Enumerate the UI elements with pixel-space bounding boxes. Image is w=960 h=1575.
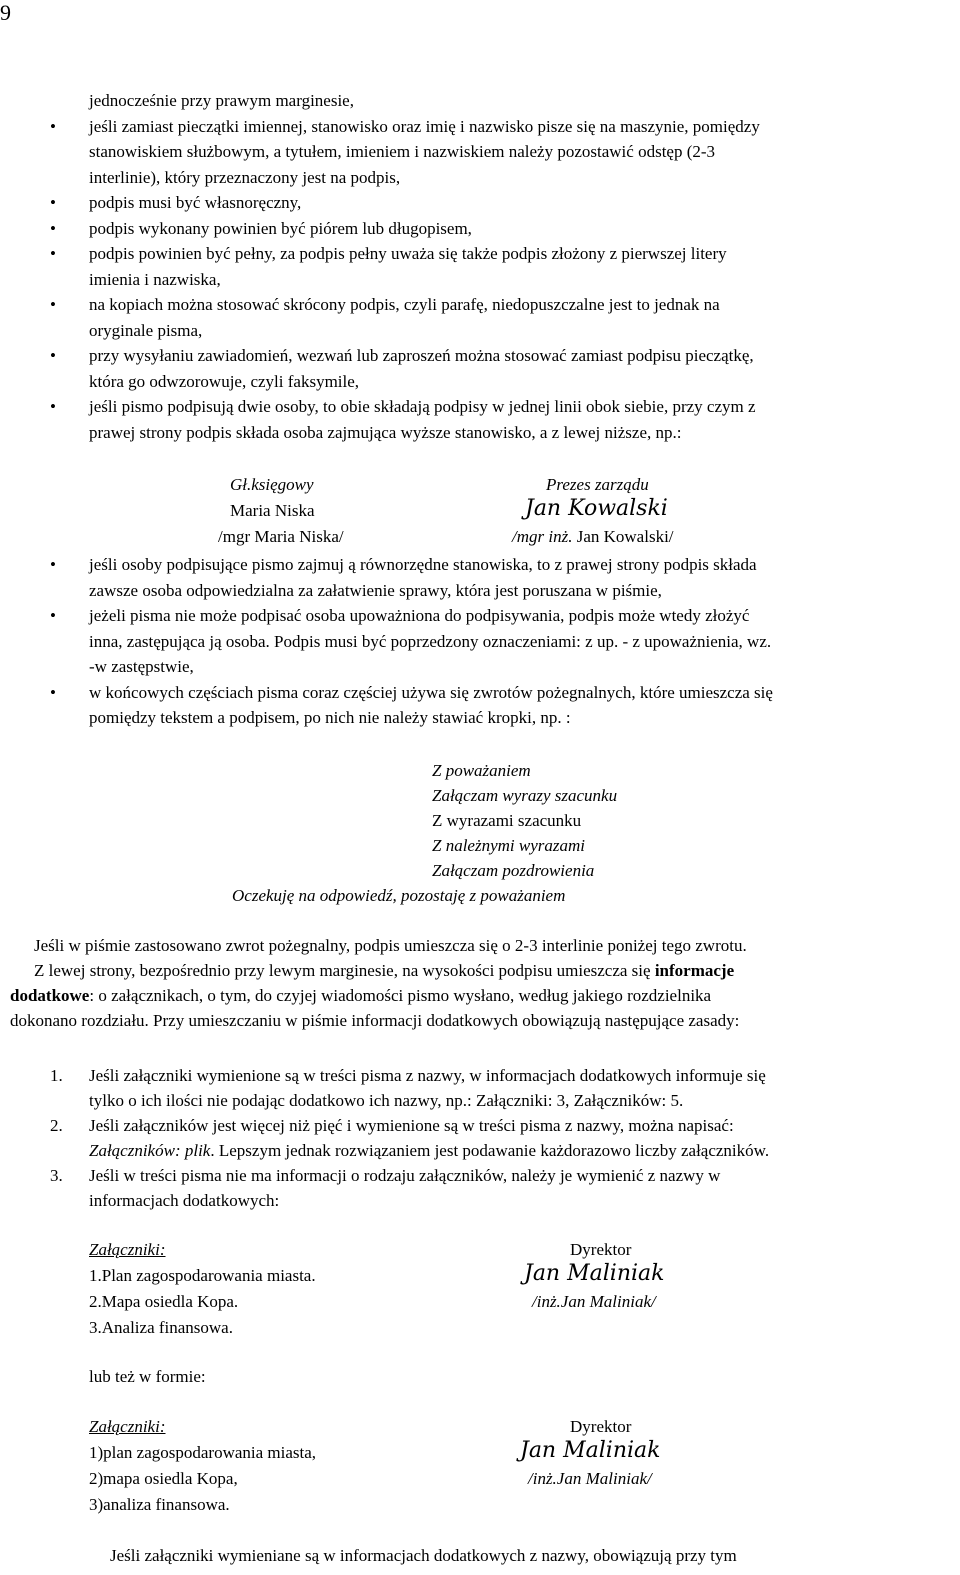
top-bullet-item-7-line-2: która go odwzorowuje, czyli faksymile,: [89, 371, 360, 391]
top-bullet-item-7-line-1: przy wysyłaniu zawiadomień, wezwań lub zaproszeń można stosować zamiast podpisu pieczątkę,: [89, 346, 754, 365]
bullet-icon: •: [50, 218, 56, 238]
paragraph-line-1: Jeśli w piśmie zastosowano zwrot pożegnalny, podpis umieszcza się o 2-3 interlinie poniżej tego zwrotu.: [34, 936, 747, 955]
attachment-1-item-3: 3.Analiza finansowa.: [89, 1318, 233, 1337]
bullet-icon: •: [50, 397, 56, 416]
closing-3: Z wyrazami szacunku: [432, 811, 582, 830]
page-number: 9: [0, 0, 11, 25]
top-bullet-item-6-line-2: oryginale pisma,: [89, 320, 203, 340]
top-bullet-item-2-line-1: jeśli zamiast pieczątki imiennej, stanowisko oraz imię i nazwisko pisze się na maszynie, pomiędzy: [89, 116, 760, 136]
closing-5: Załączam pozdrowienia: [432, 861, 595, 880]
middle-bullet-item-1-line-1: jeśli osoby podpisujące pismo zajmuj ą równorzędne stanowiska, to z prawej strony podpis składa: [89, 555, 757, 574]
numbered-item-2-line-1: Jeśli załączników jest więcej niż pięć i wymienione są w treści pisma z nazwy, można napisać:: [89, 1116, 734, 1135]
numbered-item-3-line-1: Jeśli w treści pisma nie ma informacji o rodzaju załączników, należy je wymienić z nazwy w: [89, 1166, 721, 1185]
bullet-icon: •: [50, 346, 56, 365]
bullet-icon: •: [50, 555, 56, 574]
attachment-2-item-3: 3)analiza finansowa.: [89, 1495, 230, 1514]
closing-6: Oczekuję na odpowiedź, pozostaję z poważaniem: [232, 886, 566, 905]
middle-bullet-item-2-line-2: inna, zastępująca ją osoba. Podpis musi być poprzedzony oznaczeniami: z up. - z upoważnienia, wz.: [89, 631, 772, 651]
closing-2: Załączam wyrazy szacunku: [432, 786, 618, 805]
top-bullet-item-5-line-1: podpis powinien być pełny, za podpis pełny uważa się także podpis złożony z pierwszej litery: [89, 244, 727, 263]
attachments-heading-1: Załączniki:: [89, 1240, 166, 1259]
signer-title-1: Dyrektor: [570, 1240, 632, 1259]
top-bullet-item-6-line-1: na kopiach można stosować skrócony podpis, czyli parafę, niedopuszczalne jest to jednak na: [89, 295, 720, 314]
closing-4: Z należnymi wyrazami: [432, 836, 585, 855]
left-signer-printed-name: /mgr Maria Niska/: [218, 527, 344, 546]
bullet-icon: •: [50, 116, 56, 136]
left-signer-name: Maria Niska: [230, 501, 315, 520]
bullet-icon: •: [50, 193, 56, 212]
attachment-2-item-2: 2)mapa osiedla Kopa,: [89, 1469, 238, 1488]
numbered-item-1-line-2: tylko o ich ilości nie podając dodatkowo ich nazwy, np.: Załączniki: 3, Załączników: 5.: [89, 1091, 684, 1110]
numbered-item-3-number: 3.: [50, 1166, 63, 1185]
numbered-item-1-line-1: Jeśli załączniki wymienione są w treści pisma z nazwy, w informacjach dodatkowych informuje się: [89, 1066, 766, 1085]
signer-printed-2: /inż.Jan Maliniak/: [528, 1469, 652, 1488]
middle-bullet-item-2-line-3: -w zastępstwie,: [89, 657, 194, 676]
alt-intro: lub też w formie:: [89, 1367, 206, 1386]
bullet-icon: •: [50, 295, 56, 314]
top-bullet-item-5-line-2: imienia i nazwiska,: [89, 269, 221, 289]
middle-bullet-item-3-line-1: w końcowych częściach pisma coraz częściej używa się zwrotów pożegnalnych, które umieszcza się: [89, 682, 773, 702]
left-signer-title: Gł.księgowy: [230, 475, 314, 494]
top-bullet-item-8-line-1: jeśli pismo podpisują dwie osoby, to obie składają podpisy w jednej linii obok siebie, przy czym z: [89, 397, 756, 416]
numbered-item-2-number: 2.: [50, 1116, 63, 1135]
numbered-item-1-number: 1.: [50, 1066, 63, 1085]
attachments-heading-2: Załączniki:: [89, 1417, 166, 1436]
numbered-item-3-line-2: informacjach dodatkowych:: [89, 1191, 280, 1210]
footer-line: Jeśli załączniki wymieniane są w informacjach dodatkowych z nazwy, obowiązują przy tym: [110, 1546, 737, 1565]
right-signature: Jan Kowalski: [525, 496, 668, 521]
top-bullet-item-4-line-1: podpis wykonany powinien być piórem lub długopisem,: [89, 218, 472, 238]
attachment-2-item-1: 1)plan zagospodarowania miasta,: [89, 1443, 317, 1462]
top-bullet-item-8-line-2: prawej strony podpis składa osoba zajmująca wyższe stanowisko, a z lewej niższe, np.:: [89, 422, 682, 442]
bullet-icon: •: [50, 606, 56, 625]
numbered-item-2-line-2: Załączników: plik. Lepszym jednak rozwiązaniem jest podawanie każdorazowo liczby załączników.: [89, 1141, 770, 1160]
right-signer-title: Prezes zarządu: [546, 475, 649, 494]
paragraph-line-2: Z lewej strony, bezpośrednio przy lewym marginesie, na wysokości podpisu umieszcza się informacje: [34, 961, 735, 980]
middle-bullet-item-3-line-2: pomiędzy tekstem a podpisem, po nich nie należy stawiać kropki, np. :: [89, 708, 571, 727]
signer-title-2: Dyrektor: [570, 1417, 632, 1436]
attachment-1-item-2: 2.Mapa osiedla Kopa.: [89, 1292, 239, 1311]
top-bullet-item-3-line-1: podpis musi być własnoręczny,: [89, 193, 302, 212]
signature-2: Jan Maliniak: [520, 1438, 661, 1463]
closing-1: Z poważaniem: [432, 761, 531, 780]
paragraph-line-3: dodatkowe: o załącznikach, o tym, do czyjej wiadomości pismo wysłano, według jakiego rozdzielnika: [10, 986, 712, 1005]
bullet-icon: •: [50, 244, 56, 263]
attachment-1-item-1: 1.Plan zagospodarowania miasta.: [89, 1266, 316, 1285]
signature-1: Jan Maliniak: [524, 1261, 665, 1286]
middle-bullet-item-1-line-2: zawsze osoba odpowiedzialna za załatwienie sprawy, która jest poruszana w piśmie,: [89, 580, 662, 600]
bullet-icon: •: [50, 682, 56, 702]
middle-bullet-item-2-line-1: jeżeli pisma nie może podpisać osoba upoważniona do podpisywania, podpis może wtedy złożyć: [89, 606, 750, 625]
top-bullet-item-2-line-3: interlinie), który przeznaczony jest na podpis,: [89, 167, 401, 187]
signer-printed-1: /inż.Jan Maliniak/: [532, 1292, 656, 1311]
top-bullet-item-1-line-1: jednocześnie przy prawym marginesie,: [89, 91, 354, 110]
right-signer-printed-name: /mgr inż. Jan Kowalski/: [512, 527, 674, 546]
paragraph-line-4: dokonano rozdziału. Przy umieszczaniu w piśmie informacji dodatkowych obowiązują następujące zasady:: [10, 1011, 740, 1030]
top-bullet-item-2-line-2: stanowiskiem służbowym, a tytułem, imieniem i nazwiskiem należy pozostawić odstęp (2-3: [89, 142, 716, 161]
